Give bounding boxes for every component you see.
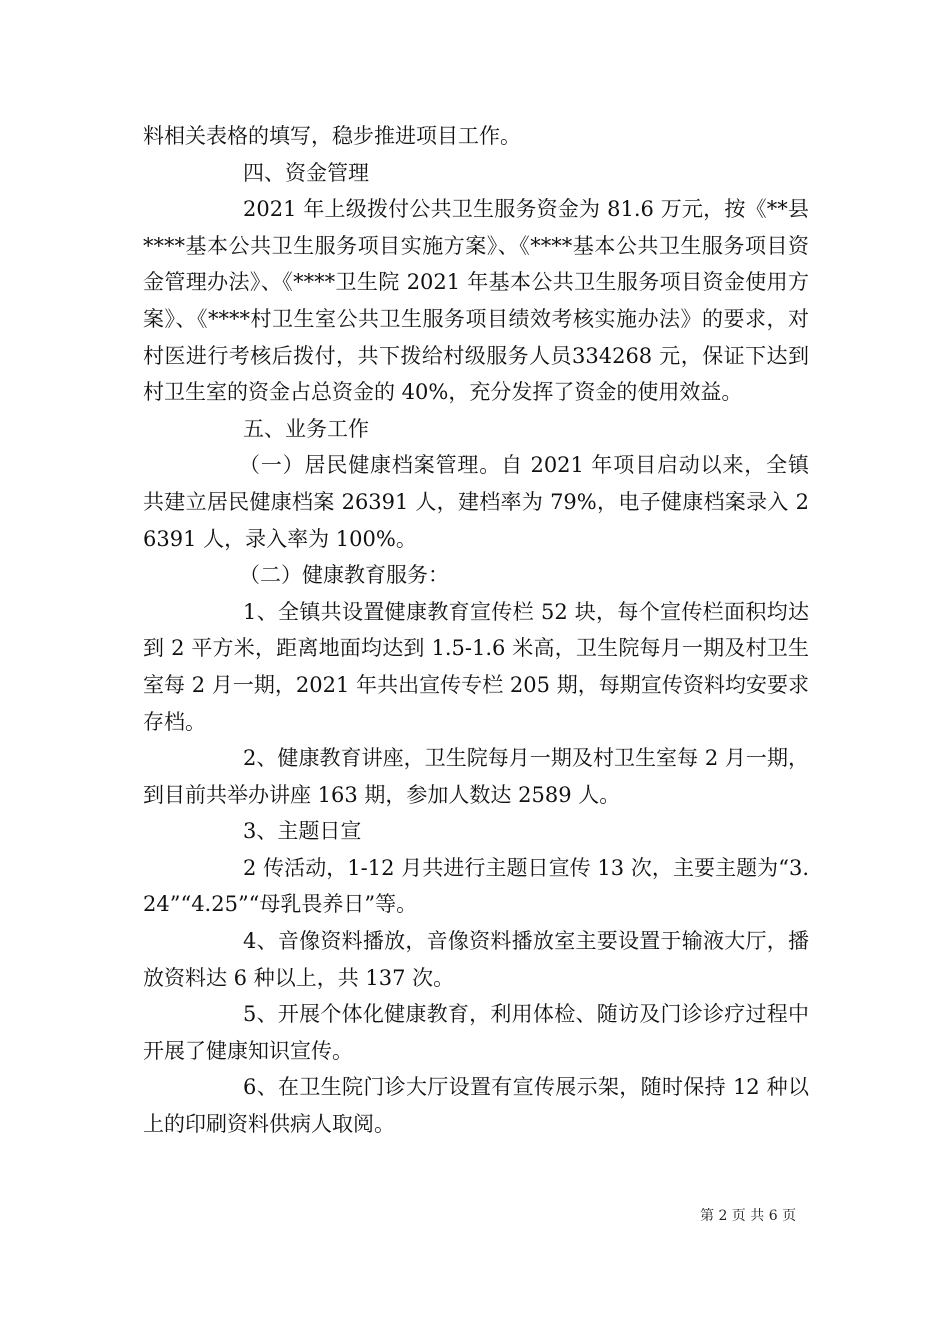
paragraph-item-6: 6、在卫生院门诊大厅设置有宣传展示架，随时保持 12 种以上的印刷资料供病人取阅。 bbox=[143, 1075, 809, 1137]
section-heading-fund-management: 四、资金管理 bbox=[243, 160, 369, 185]
paragraph-item-3-title: 3、主题日宣 bbox=[243, 819, 362, 844]
document-body bbox=[143, 118, 809, 1143]
paragraph-continuation: 料相关表格的填写，稳步推进项目工作。 bbox=[143, 124, 521, 148]
subsection-heading-health-education: （二）健康教育服务： bbox=[239, 563, 449, 588]
paragraph-fund-details: 2021 年上级拨付公共卫生服务资金为 81.6 万元，按《**县****基本公共卫生服务项目实施方案》、《****基本公共卫生服务项目资金管理办法》、《****卫生院 2021 年基本公共卫生服务项目资金使用方案》、《****村卫生室公共卫生服务项目绩效考核实施办法》的要求，对村医进行考核后拨付，共下拨给村级服务人员334268 元，保证下达到村卫生室的资金占总资金的 40%，充分发挥了资金的使用效益。 bbox=[143, 197, 809, 405]
section-heading-business-work: 五、业务工作 bbox=[243, 416, 369, 441]
paragraph-item-2: 2、健康教育讲座，卫生院每月一期及村卫生室每 2 月一期，到目前共举办讲座 163 期，参加人数达 2589 人。 bbox=[143, 746, 809, 807]
paragraph-item-5: 5、开展个体化健康教育，利用体检、随访及门诊诊疗过程中开展了健康知识宣传。 bbox=[143, 1002, 809, 1063]
paragraph-item-3-body: 2 传活动，1-12 月共进行主题日宣传 13 次，主要主题为“3.24”“4.25”“母乳畏养日”等。 bbox=[143, 855, 809, 917]
paragraph-health-records: （一）居民健康档案管理。自 2021 年项目启动以来，全镇共建立居民健康档案 26391 人，建档率为 79%，电子健康档案录入 26391 人，录入率为 100%。 bbox=[143, 453, 809, 551]
paragraph-item-1: 1、全镇共设置健康教育宣传栏 52 块，每个宣传栏面积均达到 2 平方米，距离地面均达到 1.5-1.6 米高，卫生院每月一期及村卫生室每 2 月一期，2021 年共出宣传专栏 205 期，每期宣传资料均安要求存档。 bbox=[143, 599, 809, 734]
paragraph-item-4: 4、音像资料播放，音像资料播放室主要设置于输液大厅，播放资料达 6 种以上，共 137 次。 bbox=[143, 929, 809, 990]
page-number-footer: 第 2 页 共 6 页 bbox=[700, 1208, 797, 1224]
